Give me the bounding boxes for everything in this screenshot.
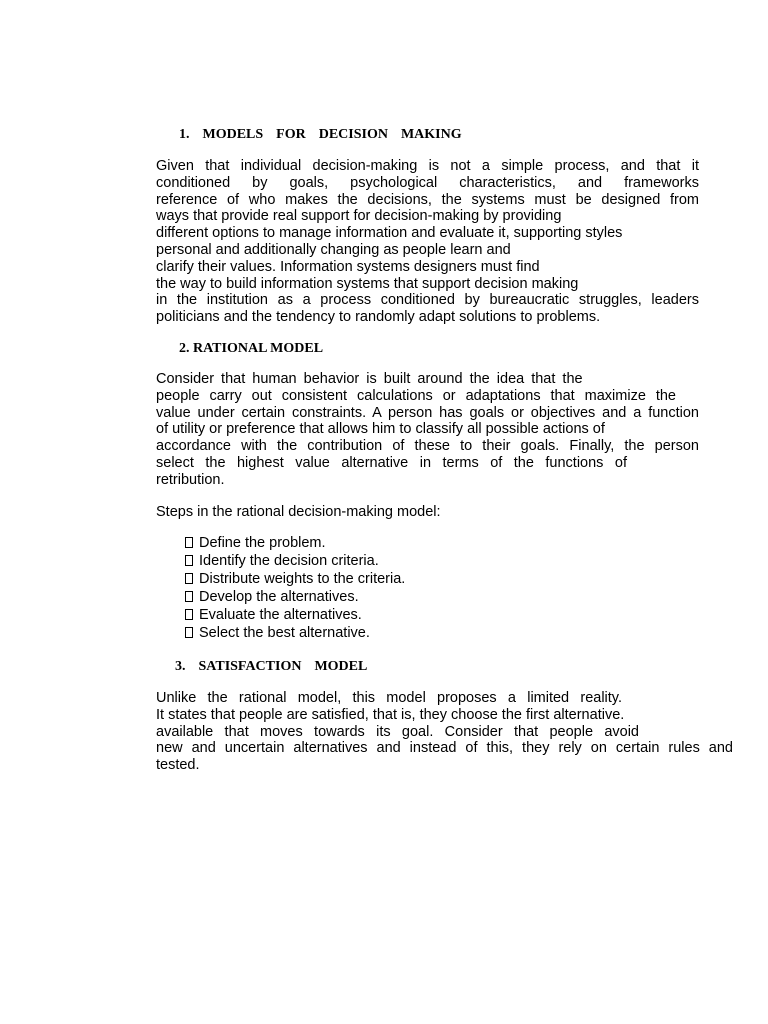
paragraph-line: people carry out consistent calculations or adaptations that maximize the <box>156 387 676 404</box>
paragraph-line: ways that provide real support for decision-making by providing <box>156 208 562 225</box>
paragraph-line: different options to manage information and evaluate it, supporting styles <box>156 225 623 242</box>
paragraph-models-for-decision-making <box>156 158 699 326</box>
list-item <box>185 624 405 642</box>
paragraph-line: reference of who makes the decisions, the systems must be designed from <box>156 191 699 208</box>
paragraph-line: tested. <box>156 757 200 774</box>
paragraph-line: It states that people are satisfied, that is, they choose the first alternative. <box>156 706 625 723</box>
paragraph-line: conditioned by goals, psychological characteristics, and frameworks <box>156 174 699 191</box>
step-text: Distribute weights to the criteria. <box>199 571 406 587</box>
paragraph-line: new and uncertain alternatives and instead of this, they rely on certain rules and <box>156 740 733 757</box>
paragraph-satisfaction-model <box>156 690 733 774</box>
list-item <box>185 606 405 624</box>
paragraph-line: available that moves towards its goal. Consider that people avoid <box>156 723 639 740</box>
steps-list <box>185 534 405 642</box>
steps-intro: Steps in the rational decision-making model: <box>156 504 441 520</box>
paragraph-line: clarify their values. Information systems designers must find <box>156 258 540 275</box>
paragraph-line: value under certain constraints. A person has goals or objectives and a function <box>156 404 699 421</box>
bullet-icon <box>185 609 193 620</box>
paragraph-line: retribution. <box>156 471 225 488</box>
paragraph-line: personal and additionally changing as people learn and <box>156 241 511 258</box>
bullet-icon <box>185 555 193 566</box>
paragraph-line: of utility or preference that allows him to classify all possible actions of <box>156 421 605 438</box>
bullet-icon <box>185 573 193 584</box>
paragraph-line: Unlike the rational model, this model proposes a limited reality. <box>156 690 622 706</box>
step-text: Identify the decision criteria. <box>199 553 379 569</box>
step-text: Develop the alternatives. <box>199 589 359 605</box>
step-text: Evaluate the alternatives. <box>199 607 362 623</box>
list-item <box>185 588 405 606</box>
heading-models-for-decision-making: 1. MODELS FOR DECISION MAKING <box>179 127 462 142</box>
paragraph-line: select the highest value alternative in terms of the functions of <box>156 454 627 471</box>
heading-satisfaction-model: 3. SATISFACTION MODEL <box>175 659 368 674</box>
paragraph-line: politicians and the tendency to randomly adapt solutions to problems. <box>156 309 601 326</box>
paragraph-line: Given that individual decision-making is not a simple process, and that it <box>156 158 699 174</box>
bullet-icon <box>185 591 193 602</box>
paragraph-rational-model <box>156 371 699 489</box>
step-text: Select the best alternative. <box>199 625 370 641</box>
paragraph-line: Consider that human behavior is built around the idea that the <box>156 371 583 387</box>
list-item <box>185 534 405 552</box>
step-text: Define the problem. <box>199 535 326 551</box>
bullet-icon <box>185 537 193 548</box>
list-item <box>185 570 405 588</box>
heading-rational-model: 2. RATIONAL MODEL <box>179 341 324 356</box>
paragraph-line: accordance with the contribution of these to their goals. Finally, the person <box>156 438 699 455</box>
paragraph-line: the way to build information systems that support decision making <box>156 275 579 292</box>
paragraph-line: in the institution as a process conditioned by bureaucratic struggles, leaders <box>156 292 699 309</box>
bullet-icon <box>185 627 193 638</box>
list-item <box>185 552 405 570</box>
